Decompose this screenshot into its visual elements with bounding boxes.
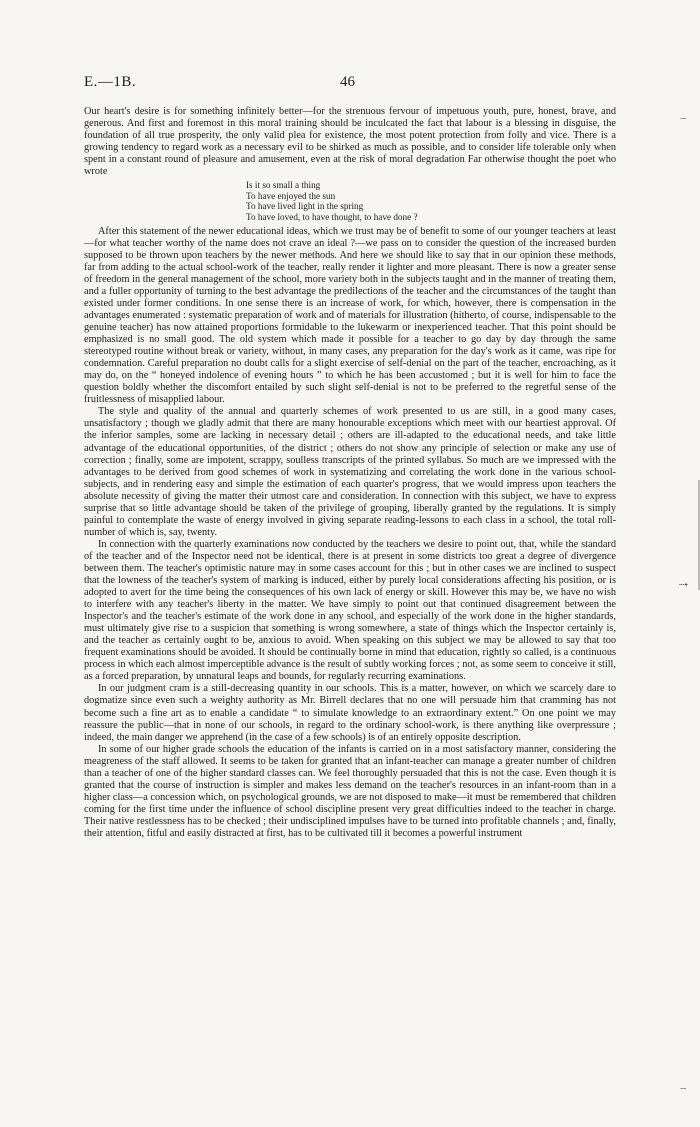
page-number: 46 [340, 74, 355, 90]
margin-mark-icon: – [680, 1082, 686, 1094]
document-reference: E.—1B. [84, 74, 137, 90]
margin-mark-icon: ⇢ [678, 579, 688, 591]
paragraph-newer-methods: After this statement of the newer educational ideas, which we trust may be of benefit to some of our younger teachers at least—for what teacher worthy of the name does not crave an ideal ?—we pass on to consider the question of the increased burden supposed to be thrown upon teachers by the newer methods. And here we should like to say that in our opinion these methods, far from adding to the actual school-work of the teacher, really render it lighter and more pleasant. There is now a greater sense of freedom in the general management of the school, more variety both in the subjects taught and in the manner of treating them, and a fuller opportunity of turning to the best advantage the predilections of the teacher and the circumstances of the taught than existed under former conditions. In one sense there is an increase of work, for which, however, there is compensation in the advantages enumerated : systematic preparation of work and of materials for illustration (hitherto, of course, indispensable to the genuine teacher) has now attained proportions formidable to the lukewarm or inexperienced teacher. That this point should be emphasized is no small good. The old system which made it possible for a teacher to go day by day through the same stereotyped routine without break or variety, without, in many cases, any preparation for the day's work as it came, was ripe for condemnation. Careful preparation no doubt calls for a slight exercise of self-denial on the part of the teacher, encroaching, as it may do, on the “ honeyed indolence of evening hours ” to which he has been accustomed ; but it is well for him to face the question boldly whether the discomfort entailed by such slight self-denial is not to be preferred to the regretful sense of the fruitlessness of misapplied labour. [84, 225, 616, 406]
poem-line: To have loved, to have thought, to have done ? [246, 212, 418, 223]
paragraph-quarterly-examinations: In connection with the quarterly examinations now conducted by the teachers we desire to point out, that, while the standard of the teacher and of the Inspector need not be identical, there is at present in some districts too great a degree of divergence between them. The teacher's optimistic nature may in some cases account for this ; but in other cases we are inclined to suspect that the lowness of the teacher's system of marking is induced, either by purely local considerations affecting his position, or is adopted to avert for the time being the consequences of his own lack of energy or skill. However this may be, we have no wish to interfere with any teacher's liberty in the matter. We have simply to point out that continued disagreement between the Inspector's and the teacher's estimate of the work done in any school, and especially of the work done in the higher standards, must ultimately give rise to a suspicion that something is wrong somewhere, a state of things which the Inspector certainly is, and the teacher as certainly ought to be, anxious to avoid. When speaking on this subject we may be allowed to say that too frequent examinations should be avoided. It should be continually borne in mind that education, rightly so called, is a continuous process in which each almost imperceptible advance is the result of subtly working forces ; not, as some seem to conceive it still, as a forced preparation, by unnatural leaps and bounds, for regularly recurring examinations. [84, 538, 616, 683]
page-header [84, 74, 614, 94]
poem-line: To have enjoyed the sun [246, 190, 336, 201]
margin-mark-icon: – [680, 112, 686, 124]
poem-line: To have lived light in the spring [246, 201, 364, 212]
page-body [84, 106, 616, 840]
paragraph-schemes-of-work: The style and quality of the annual and quarterly schemes of work presented to us are still, in a good many cases, unsatisfactory ; though we gladly admit that there are many honourable exceptions which meet with our heartiest approval. Of the inferior samples, some are lacking in necessary detail ; others are ill-adapted to the educational needs, and take little advantage of the educational opportunities, of the district ; others do not show any principle of selection or make any use of correction ; finally, some are impotent, scrappy, soulless transcripts of the printed syllabus. So much are we impressed with the advantages to be derived from good schemes of work in systematizing and correlating the work done in the various school-subjects, and in rendering easy and simple the estimation of each quarter's progress, that we would impress upon teachers the absolute necessity of giving the matter their utmost care and consideration. In connection with this subject, we have to express surprise that so little advantage should be taken of the privilege of grouping, liberally granted by the regulations. It is simply painful to contemplate the waste of energy involved in giving separate reading-lessons to each class in a school, the total roll-number of which is, say, twenty. [84, 406, 616, 538]
paragraph-cram: In our judgment cram is a still-decreasing quantity in our schools. This is a matter, however, on which we scarcely dare to dogmatize since even such a weighty authority as Mr. Birrell declares that no one will persuade him that cramming has not become such a fine art as to enable a candidate “ to simulate knowledge to an extraordinary extent.” On one point we may reassure the public—that in none of our schools, in regard to the ordinary school-work, is there anything like overpressure ; indeed, the main danger we apprehend (in the case of a few schools) is of an entirely opposite description. [84, 683, 616, 743]
poem-quote [246, 180, 616, 222]
paragraph-intro: Our heart's desire is for something infinitely better—for the strenuous fervour of impetuous youth, pure, honest, brave, and generous. And first and foremost in this moral training should be inculcated the fact that labour is a blessing in disguise, the foundation of all true prosperity, the only valid plea for existence, the most potent protection from folly and vice. There is a growing tendency to regard work as a necessary evil to be shirked as much as possible, and to consider life tolerable only when spent in a constant round of pleasure and amusement, even at the risk of moral degradation Far otherwise thought the poet who wrote [84, 106, 616, 178]
paragraph-infant-education: In some of our higher grade schools the education of the infants is carried on in a most satisfactory manner, considering the meagreness of the staff allowed. It seems to be taken for granted that an infant-teacher can manage a greater number of children than a teacher of one of the higher standard classes can. We feel thoroughly persuaded that this is not the case. Even though it is granted that the course of instruction is simpler and makes less demand on the teacher's resources in an infant-room than in a higher class—a concession which, on psychological grounds, we are not disposed to make—it must be remembered that children coming for the first time under the influence of school discipline present very great difficulties indeed to the teacher in charge. Their native restlessness has to be checked ; their undisciplined impulses have to be turned into profitable channels ; and, finally, their attention, fitful and easily distracted at first, has to be cultivated till it becomes a powerful instrument [84, 743, 616, 839]
poem-line: Is it so small a thing [246, 180, 321, 191]
